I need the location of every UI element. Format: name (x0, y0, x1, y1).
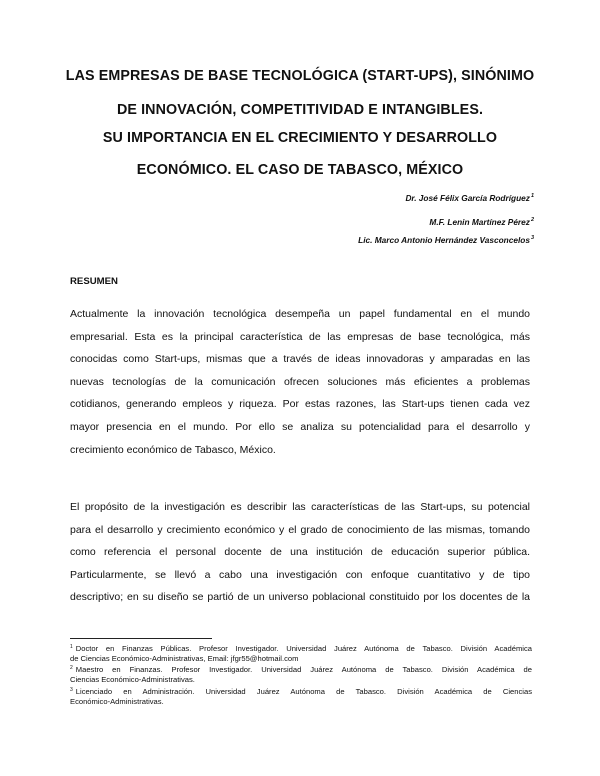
author-1 (405, 193, 534, 203)
title-line-1: LAS EMPRESAS DE BASE TECNOLÓGICA (START-UPS), SINÓNIMO (65, 68, 535, 84)
title-line-3: SU IMPORTANCIA EN EL CRECIMIENTO Y DESARROLLO (102, 130, 498, 146)
footnote-3-mark: 3 (70, 687, 73, 693)
abstract-paragraph-2 (70, 496, 530, 609)
footnote-1-text: Doctor en Finanzas Públicas. Profesor Investigador. Universidad Juárez Autónoma de Tabasco. División Académica (75, 644, 532, 653)
paragraph-1-line: nuevas tecnologías de la comunicación ofrecen soluciones más eficientes a problemas (70, 375, 530, 388)
paragraph-1-line: empresarial. Esta es la principal característica de las empresas de base tecnológica, más (70, 330, 530, 343)
footnote-2-text: Maestro en Finanzas. Profesor Investigador. Universidad Juárez Autónoma de Tabasco. División Académica de (75, 665, 532, 674)
title-line-2: DE INNOVACIÓN, COMPETITIVIDAD E INTANGIBLES. (116, 102, 484, 118)
footnote-1-line-2: de Ciencias Económico-Administrativas, Email: jfgr55@hotmail.com (70, 653, 299, 663)
footnote-3-text: Licenciado en Administración. Universidad Juárez Autónoma de Tabasco. División Académica de Ciencias (75, 687, 532, 696)
paragraph-2-line: El propósito de la investigación es describir las características de las Start-ups, su potencial (70, 501, 530, 513)
paragraph-1-line: mayor presencia en el mundo. Por ello se analiza su potencialidad para el desarrollo y (70, 420, 530, 433)
footnote-2-line-2: Ciencias Económico-Administrativas. (70, 674, 195, 684)
author-3 (358, 235, 534, 245)
paragraph-2-line: para el desarrollo y crecimiento económico y el grado de conocimiento de las mismas, tomando (70, 523, 530, 536)
paragraph-2-line: Particularmente, se llevó a cabo una investigación con enfoque cuantitativo y de tipo (70, 568, 530, 581)
paragraph-1-line: conocidas como Start-ups, mismas que a través de ideas innovadoras y amparadas en las (70, 353, 530, 366)
author-3-footnote-mark: 3 (530, 235, 534, 241)
author-1-footnote-mark: 1 (530, 193, 534, 199)
footnote-2 (70, 664, 532, 685)
author-3-name: Lic. Marco Antonio Hernández Vasconcelos (358, 235, 530, 245)
footnote-3 (70, 686, 532, 707)
footnote-2-mark: 2 (70, 665, 73, 671)
author-2-footnote-mark: 2 (530, 217, 534, 223)
title-line-4: ECONÓMICO. EL CASO DE TABASCO, MÉXICO (136, 162, 464, 178)
author-1-name: Dr. José Félix García Rodríguez (405, 193, 530, 203)
paragraph-1-line: cotidianos, generando empleos y riqueza. Por estas razones, las Start-ups tienen cada vez (70, 398, 530, 411)
paragraph-1-line: Actualmente la innovación tecnológica desempeña un papel fundamental en el mundo (70, 308, 530, 320)
section-heading-resumen: RESUMEN (70, 276, 118, 287)
author-2 (429, 217, 534, 227)
author-2-name: M.F. Lenin Martínez Pérez (429, 217, 530, 227)
paragraph-2-line: descriptivo; en su diseño se partió de un universo poblacional constituido por los docentes de la (70, 591, 530, 604)
paragraph-1-line: crecimiento económico de Tabasco, México. (70, 443, 276, 456)
footnote-separator (70, 638, 212, 639)
footnote-1-mark: 1 (70, 644, 73, 650)
abstract-paragraph-1 (70, 303, 530, 461)
footnote-3-line-2: Económico-Administrativas. (70, 696, 164, 706)
paragraph-2-line: como referencia el personal docente de una institución de educación superior pública. (70, 546, 530, 559)
footnote-1 (70, 643, 532, 664)
